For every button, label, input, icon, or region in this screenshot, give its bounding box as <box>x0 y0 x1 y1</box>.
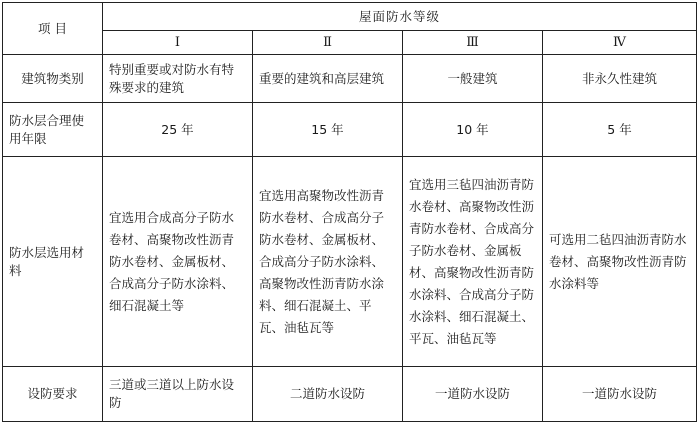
cell-materials-2: 宜选用高聚物改性沥青防水卷材、合成高分子防水卷材、金属板材、合成高分子防水涂料、高聚物改性沥青防水涂料、细石混凝土、平瓦、油毡瓦等 <box>253 157 403 367</box>
grade-header-2: Ⅱ <box>253 31 403 55</box>
cell-life-3: 10 年 <box>403 103 543 157</box>
grade-header-4: Ⅳ <box>543 31 697 55</box>
cell-category-4: 非永久性建筑 <box>543 55 697 103</box>
cell-materials-4: 可选用二毡四油沥青防水卷材、高聚物改性沥青防水涂料等 <box>543 157 697 367</box>
table-row <box>3 103 697 157</box>
cell-life-2: 15 年 <box>253 103 403 157</box>
grade-header-1: Ⅰ <box>103 31 253 55</box>
cell-fortification-1: 三道或三道以上防水设防 <box>103 367 253 422</box>
grade-header-3: Ⅲ <box>403 31 543 55</box>
cell-category-1: 特别重要或对防水有特殊要求的建筑 <box>103 55 253 103</box>
table-row <box>3 157 697 367</box>
item-header: 项 目 <box>3 3 103 55</box>
cell-category-2: 重要的建筑和高层建筑 <box>253 55 403 103</box>
row-label-building-category: 建筑物类别 <box>3 55 103 103</box>
cell-materials-1: 宜选用合成高分子防水卷材、高聚物改性沥青防水卷材、金属板材、合成高分子防水涂料、细石混凝土等 <box>103 157 253 367</box>
cell-life-4: 5 年 <box>543 103 697 157</box>
cell-materials-3: 宜选用三毡四油沥青防水卷材、高聚物改性沥青防水卷材、合成高分子防水卷材、金属板材、高聚物改性沥青防水涂料、合成高分子防水涂料、细石混凝土、平瓦、油毡瓦等 <box>403 157 543 367</box>
table-row <box>3 367 697 422</box>
table-title: 屋面防水等级 <box>103 3 697 31</box>
row-label-materials: 防水层选用材料 <box>3 157 103 367</box>
cell-life-1: 25 年 <box>103 103 253 157</box>
cell-category-3: 一般建筑 <box>403 55 543 103</box>
row-label-fortification: 设防要求 <box>3 367 103 422</box>
table-row <box>3 55 697 103</box>
waterproof-grade-table <box>2 2 697 422</box>
cell-fortification-4: 一道防水设防 <box>543 367 697 422</box>
cell-fortification-2: 二道防水设防 <box>253 367 403 422</box>
row-label-service-life: 防水层合理使用年限 <box>3 103 103 157</box>
cell-fortification-3: 一道防水设防 <box>403 367 543 422</box>
